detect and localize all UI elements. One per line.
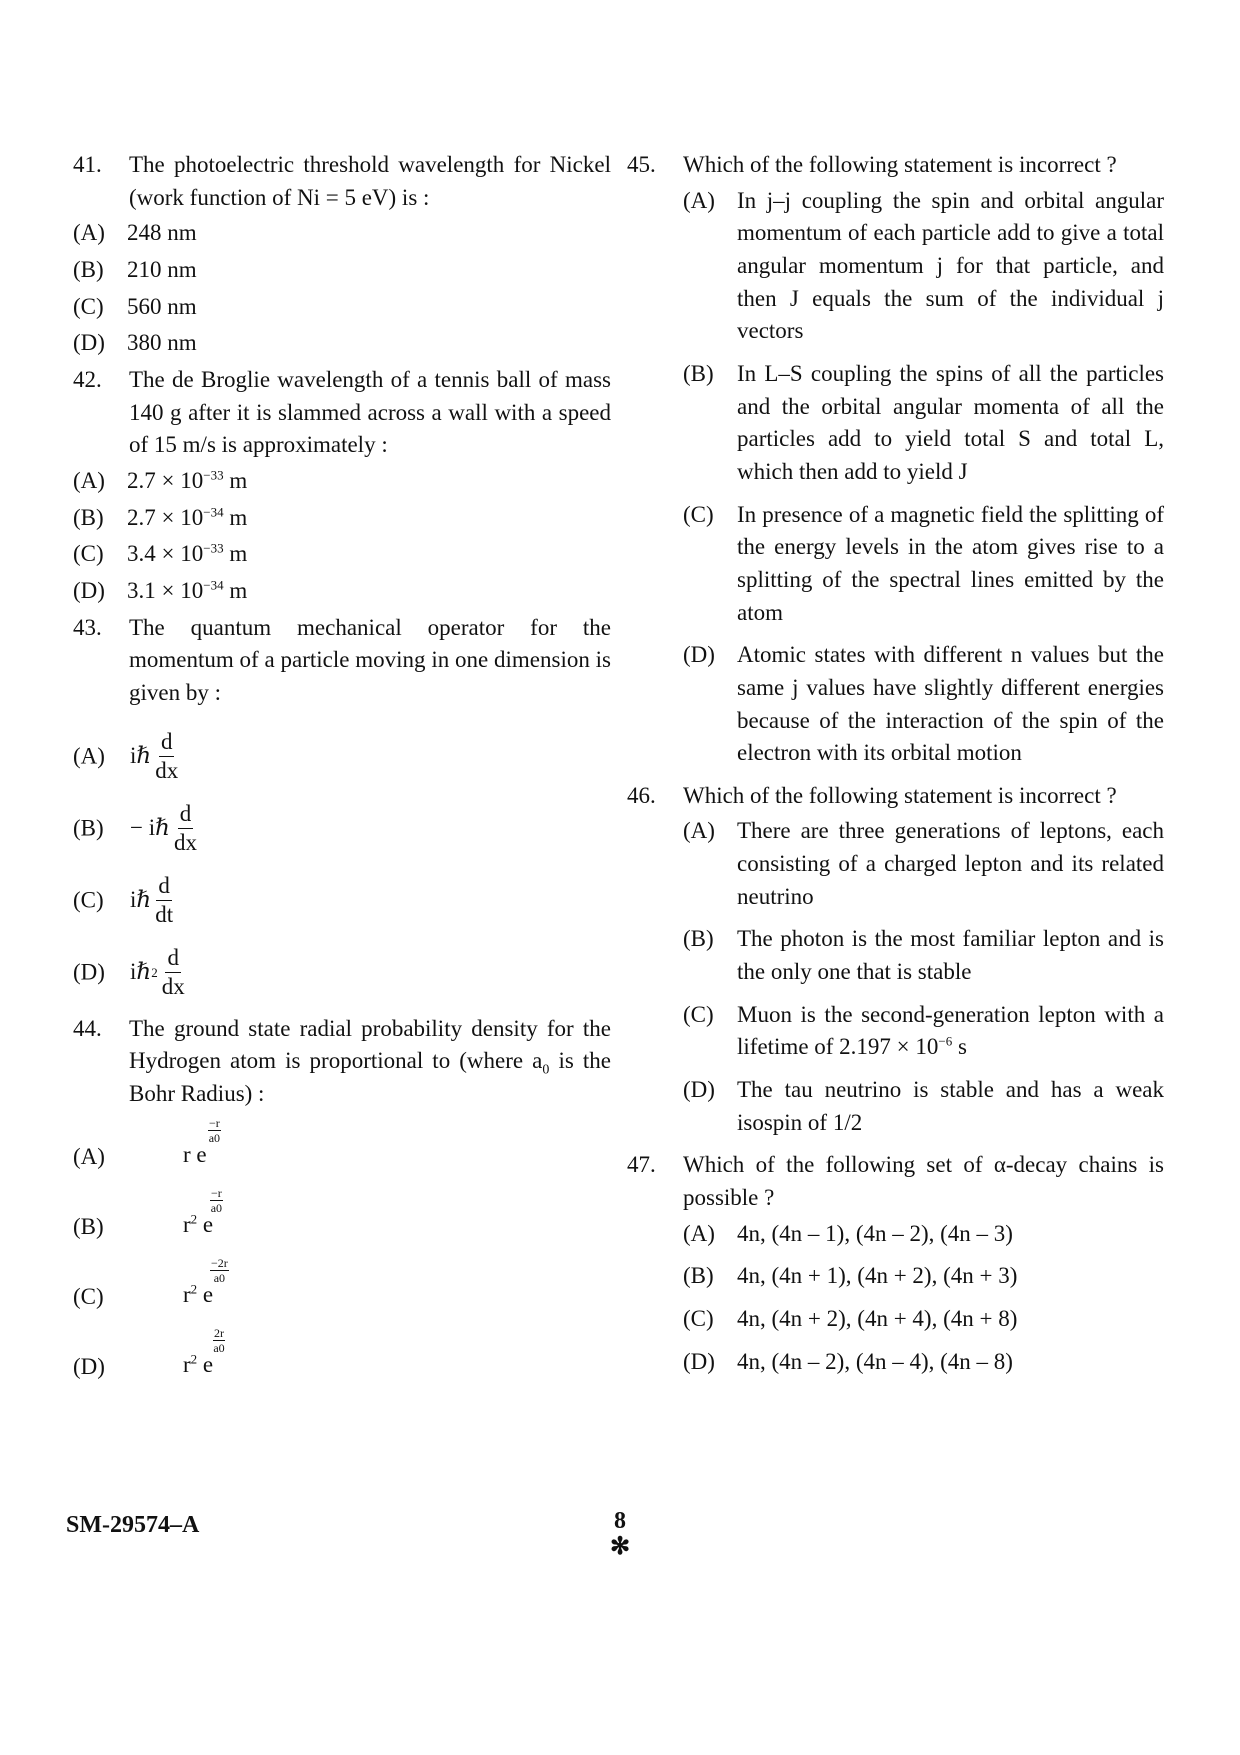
question-number: 42. [73, 366, 102, 392]
option-47b: (B) 4n, (4n + 1), (4n + 2), (4n + 3) [683, 1263, 1018, 1289]
option-42c: (C) $3.4 \times 10^{-33}$ m [73, 540, 248, 567]
exponent-fraction: −2r a0 [211, 1256, 228, 1286]
option-45d: (D) Atomic states with different n values but the same j values have slightly different energies because of the interaction of the spin of the electron with its orbital motion [683, 642, 1164, 766]
question-43 [73, 612, 611, 710]
option-45c: (C) In presence of a magnetic field the splitting of the energy levels in the atom gives rise to a splitting of the spectral lines emitted by the atom [683, 501, 1164, 625]
option-42b: (B) $2.7 \times 10^{-34}$ m [73, 503, 248, 530]
question-number: 47. [627, 1152, 656, 1178]
option-46a: (A) There are three generations of leptons, each consisting of a charged lepton and its related neutrino [683, 818, 1164, 909]
option-43b: (B) − iℏ $\frac{d}{dx}$ [73, 800, 197, 855]
option-41b: (B) 210 nm [73, 256, 197, 282]
question-number: 45. [627, 152, 656, 177]
question-text: The de Broglie wavelength of a tennis ball of mass 140 g after it is slammed across a wall with a speed of 15 m/s is approximately : [129, 366, 611, 458]
paper-code: SM-29574–A [66, 1512, 200, 1538]
question-text: Which of the following statement is incorrect ? [683, 782, 1117, 808]
math-expression: $r^2$ e [183, 1281, 214, 1308]
question-41 [73, 149, 611, 214]
option-46c: (C) Muon is the second-generation lepton with a lifetime of $2.197 \times 10^{-6}$ s [683, 1001, 1164, 1060]
right-column [627, 149, 1164, 1388]
option-45b: (B) In L–S coupling the spins of all the particles and the orbital angular momenta of all the particles add to yield total S and total L, which then add to yield J [683, 360, 1164, 484]
option-44d: (D) $r^2$ e 2r a0 [73, 1323, 611, 1393]
option-41d: (D) 380 nm [73, 330, 197, 356]
question-47 [627, 1149, 1164, 1214]
option-41a: (A) 248 nm [73, 220, 197, 246]
math-expression: $r^2$ e [183, 1211, 214, 1238]
option-43c: (C) iℏ $\frac{d}{dt}$ [73, 872, 174, 927]
option-47d: (D) 4n, (4n – 2), (4n – 4), (4n – 8) [683, 1348, 1013, 1374]
question-45 [627, 149, 1164, 182]
option-44c: (C) $r^2$ e −2r a0 [73, 1253, 611, 1323]
option-42d: (D) $3.1 \times 10^{-34}$ m [73, 577, 248, 603]
math-expression: iℏ 2 $\frac{d}{dx}$ [130, 944, 185, 999]
option-46b: (B) The photon is the most familiar lepton and is the only one that is stable [683, 926, 1164, 985]
question-number: 43. [73, 614, 102, 640]
asterisk-icon: ✻ [609, 1534, 631, 1561]
question-text: The ground state radial probability density for the Hydrogen atom is proportional to (where $a_0$ is the Bohr Radius) : [129, 1015, 611, 1106]
math-expression: iℏ $\frac{d}{dt}$ [130, 872, 174, 927]
left-column [73, 149, 611, 1393]
math-expression: iℏ $\frac{d}{dx}$ [130, 728, 179, 783]
question-number: 44. [73, 1015, 102, 1041]
math-expression: $r^2$ e [183, 1351, 214, 1378]
question-text: Which of the following set of α-decay chains is possible ? [683, 1152, 1164, 1211]
page-number: 8 ✻ [600, 1508, 640, 1561]
math-expression: r e [183, 1142, 207, 1168]
question-text: The photoelectric threshold wavelength for Nickel (work function of Ni = 5 eV) is : [129, 152, 611, 210]
exponent-fraction: −r a0 [210, 1186, 223, 1216]
exponent-fraction: 2r a0 [213, 1326, 225, 1356]
question-text: The quantum mechanical operator for the momentum of a particle moving in one dimension is given by : [129, 614, 611, 705]
option-42a: (A) $2.7 \times 10^{-33}$ m [73, 467, 248, 493]
question-number: 46. [627, 782, 656, 808]
question-42 [73, 364, 611, 462]
option-47c: (C) 4n, (4n + 2), (4n + 4), (4n + 8) [683, 1306, 1018, 1331]
option-45a: (A) In j–j coupling the spin and orbital angular momentum of each particle add to give a total angular momentum j for that particle, and then J equals the sum of the individual j vectors [683, 187, 1164, 344]
question-46 [627, 780, 1164, 813]
option-46d: (D) The tau neutrino is stable and has a weak isospin of 1/2 [683, 1077, 1164, 1135]
option-43a: (A) iℏ $\frac{d}{dx}$ [73, 728, 179, 783]
option-44a: (A) r e −r a0 [73, 1113, 611, 1183]
option-43d: (D) iℏ 2 $\frac{d}{dx}$ [73, 944, 185, 999]
question-text: Which of the following statement is incorrect ? [683, 152, 1117, 177]
question-number: 41. [73, 152, 102, 177]
option-47a: (A) 4n, (4n – 1), (4n – 2), (4n – 3) [683, 1220, 1013, 1246]
exponent-fraction: −r a0 [208, 1116, 221, 1146]
option-41c: (C) 560 nm [73, 293, 197, 319]
question-44 [73, 1013, 611, 1111]
math-expression: − iℏ $\frac{d}{dx}$ [130, 800, 197, 855]
option-44b: (B) $r^2$ e −r a0 [73, 1183, 611, 1253]
